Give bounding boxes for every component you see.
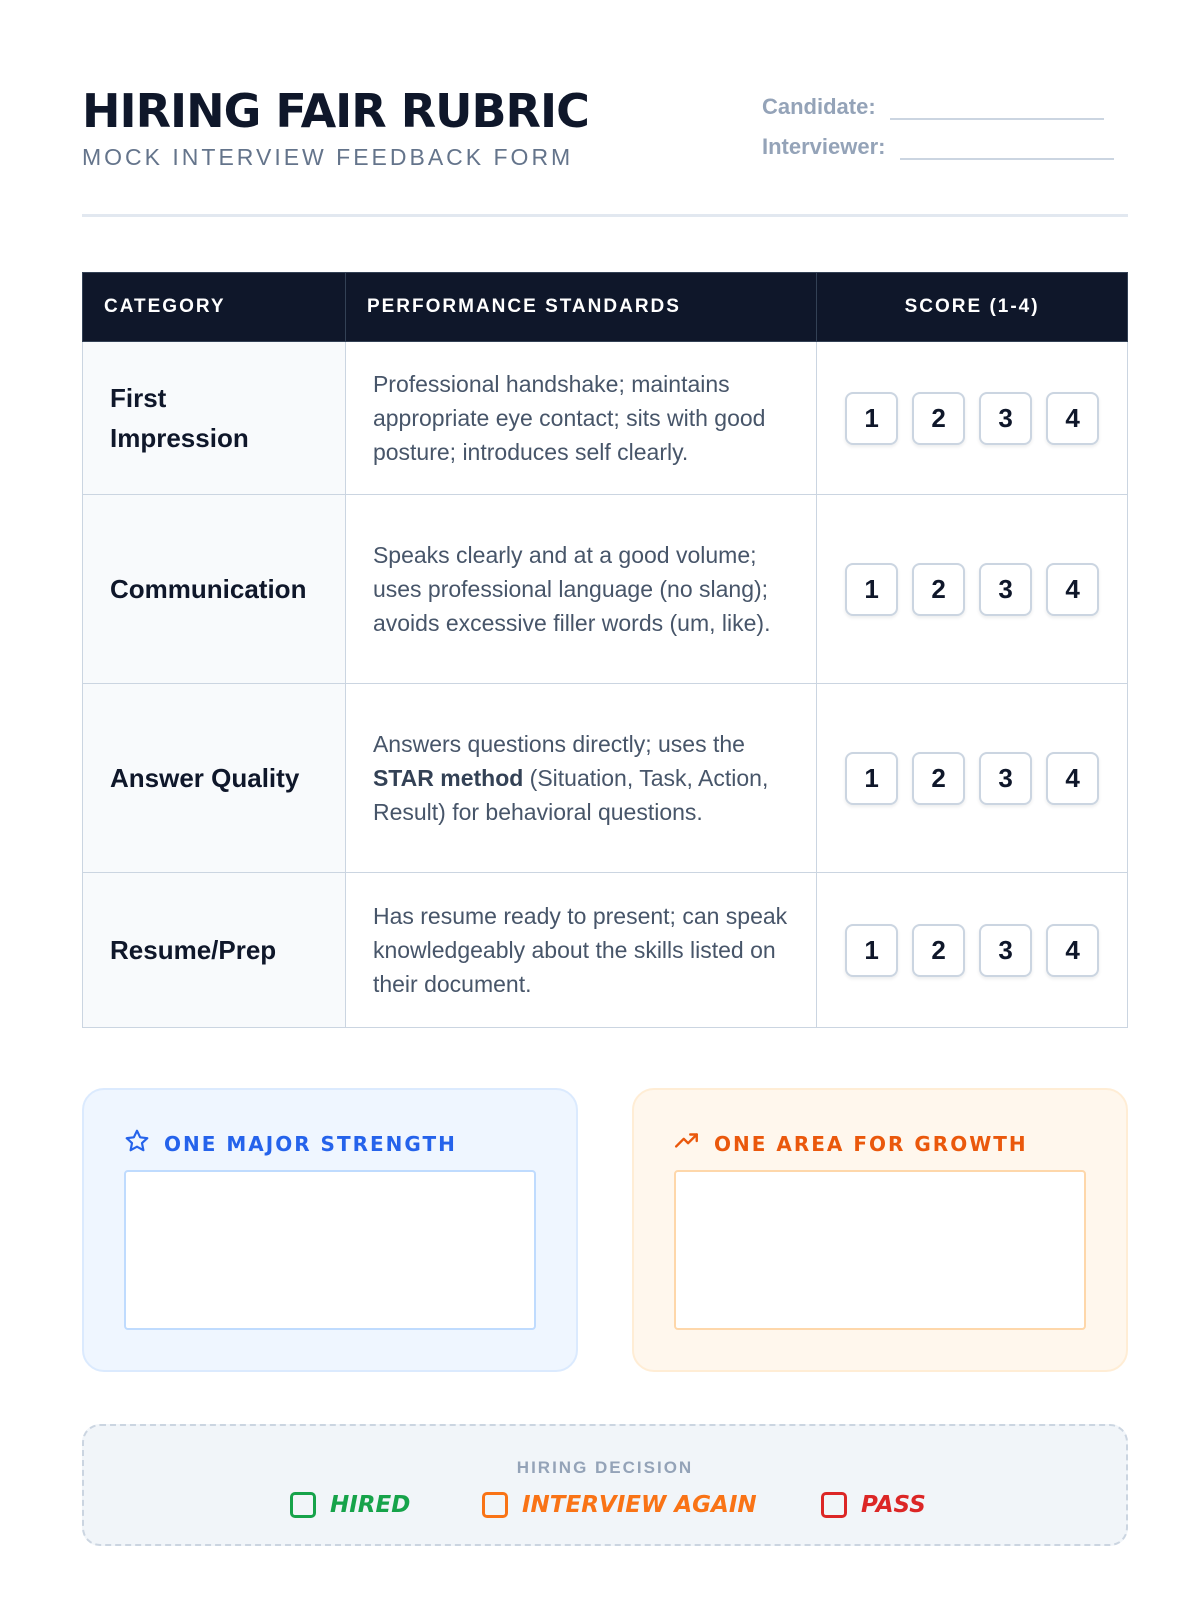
category-cell	[83, 342, 346, 495]
score-cell	[817, 495, 1128, 684]
hiring-decision	[82, 1424, 1128, 1546]
pass-checkbox[interactable]	[821, 1492, 847, 1518]
growth-card	[632, 1088, 1128, 1372]
decision-option-interview-again[interactable]	[482, 1492, 757, 1518]
column-header-standards: PERFORMANCE STANDARDS	[345, 273, 816, 342]
score-option-2[interactable]: 2	[912, 392, 965, 445]
score-options	[817, 924, 1127, 977]
rubric-table	[82, 272, 1128, 1028]
strength-title: ONE MAJOR STRENGTH	[164, 1131, 457, 1156]
growth-header	[674, 1128, 1028, 1159]
score-options	[817, 752, 1127, 805]
score-option-1[interactable]: 1	[845, 563, 898, 616]
score-option-3[interactable]: 3	[979, 392, 1032, 445]
table-row	[83, 873, 1128, 1028]
interviewer-field[interactable]	[900, 138, 1114, 160]
interviewer-row	[762, 134, 1114, 160]
standard-text: (Situation, Task, Action, Result) for behavioral questions.	[372, 765, 769, 825]
score-cell	[817, 684, 1128, 873]
column-header-category: CATEGORY	[83, 273, 346, 342]
category-label: First	[110, 383, 167, 413]
standard-cell: Speaks clearly and at a good volume; uses professional language (no slang); avoids excessive filler words (um, like).	[345, 495, 816, 684]
strength-header	[124, 1128, 457, 1159]
score-option-2[interactable]: 2	[912, 563, 965, 616]
score-cell	[817, 873, 1128, 1028]
growth-input[interactable]	[674, 1170, 1086, 1330]
score-option-3[interactable]: 3	[979, 563, 1032, 616]
score-option-1[interactable]: 1	[845, 924, 898, 977]
decision-label: HIRING DECISION	[516, 1458, 694, 1477]
growth-title: ONE AREA FOR GROWTH	[714, 1131, 1028, 1156]
star-icon	[124, 1128, 150, 1159]
score-option-2[interactable]: 2	[912, 752, 965, 805]
score-options	[817, 563, 1127, 616]
score-option-3[interactable]: 3	[979, 924, 1032, 977]
decision-option-pass[interactable]	[821, 1492, 926, 1518]
table-row	[83, 342, 1128, 495]
page-subtitle: MOCK INTERVIEW FEEDBACK FORM	[82, 144, 574, 170]
table-row	[83, 495, 1128, 684]
header-divider	[82, 214, 1128, 217]
score-option-1[interactable]: 1	[845, 392, 898, 445]
hired-checkbox[interactable]	[290, 1492, 316, 1518]
category-cell: Answer Quality	[83, 684, 346, 873]
score-option-4[interactable]: 4	[1046, 392, 1099, 445]
trending-up-icon	[674, 1128, 700, 1159]
strength-card	[82, 1088, 578, 1372]
category-cell: Communication	[83, 495, 346, 684]
strength-input[interactable]	[124, 1170, 536, 1330]
score-options	[817, 392, 1127, 445]
interviewer-label: Interviewer:	[762, 134, 886, 159]
column-header-score: SCORE (1-4)	[817, 273, 1128, 342]
candidate-field[interactable]	[890, 98, 1104, 120]
decision-option-hired[interactable]	[290, 1492, 410, 1518]
score-option-3[interactable]: 3	[979, 752, 1032, 805]
pass-label: PASS	[861, 1492, 926, 1518]
interview-again-label: INTERVIEW AGAIN	[522, 1492, 757, 1518]
score-option-4[interactable]: 4	[1046, 752, 1099, 805]
candidate-label: Candidate:	[762, 94, 876, 119]
star-method-emphasis: STAR method	[372, 765, 524, 791]
category-cell: Resume/Prep	[83, 873, 346, 1028]
standard-cell	[345, 684, 816, 873]
table-header-row	[83, 273, 1128, 342]
standard-text: Answers questions directly; uses the	[372, 731, 745, 757]
score-option-4[interactable]: 4	[1046, 563, 1099, 616]
standard-cell: Has resume ready to present; can speak knowledgeably about the skills listed on their document.	[345, 873, 816, 1028]
candidate-row	[762, 94, 1104, 120]
hired-label: HIRED	[330, 1492, 411, 1518]
score-cell	[817, 342, 1128, 495]
score-option-4[interactable]: 4	[1046, 924, 1099, 977]
score-option-1[interactable]: 1	[845, 752, 898, 805]
interview-again-checkbox[interactable]	[482, 1492, 508, 1518]
score-option-2[interactable]: 2	[912, 924, 965, 977]
table-row	[83, 684, 1128, 873]
page-title: HIRING FAIR RUBRIC	[82, 84, 589, 138]
category-label: Impression	[110, 423, 249, 453]
standard-cell: Professional handshake; maintains appropriate eye contact; sits with good posture; introduces self clearly.	[345, 342, 816, 495]
